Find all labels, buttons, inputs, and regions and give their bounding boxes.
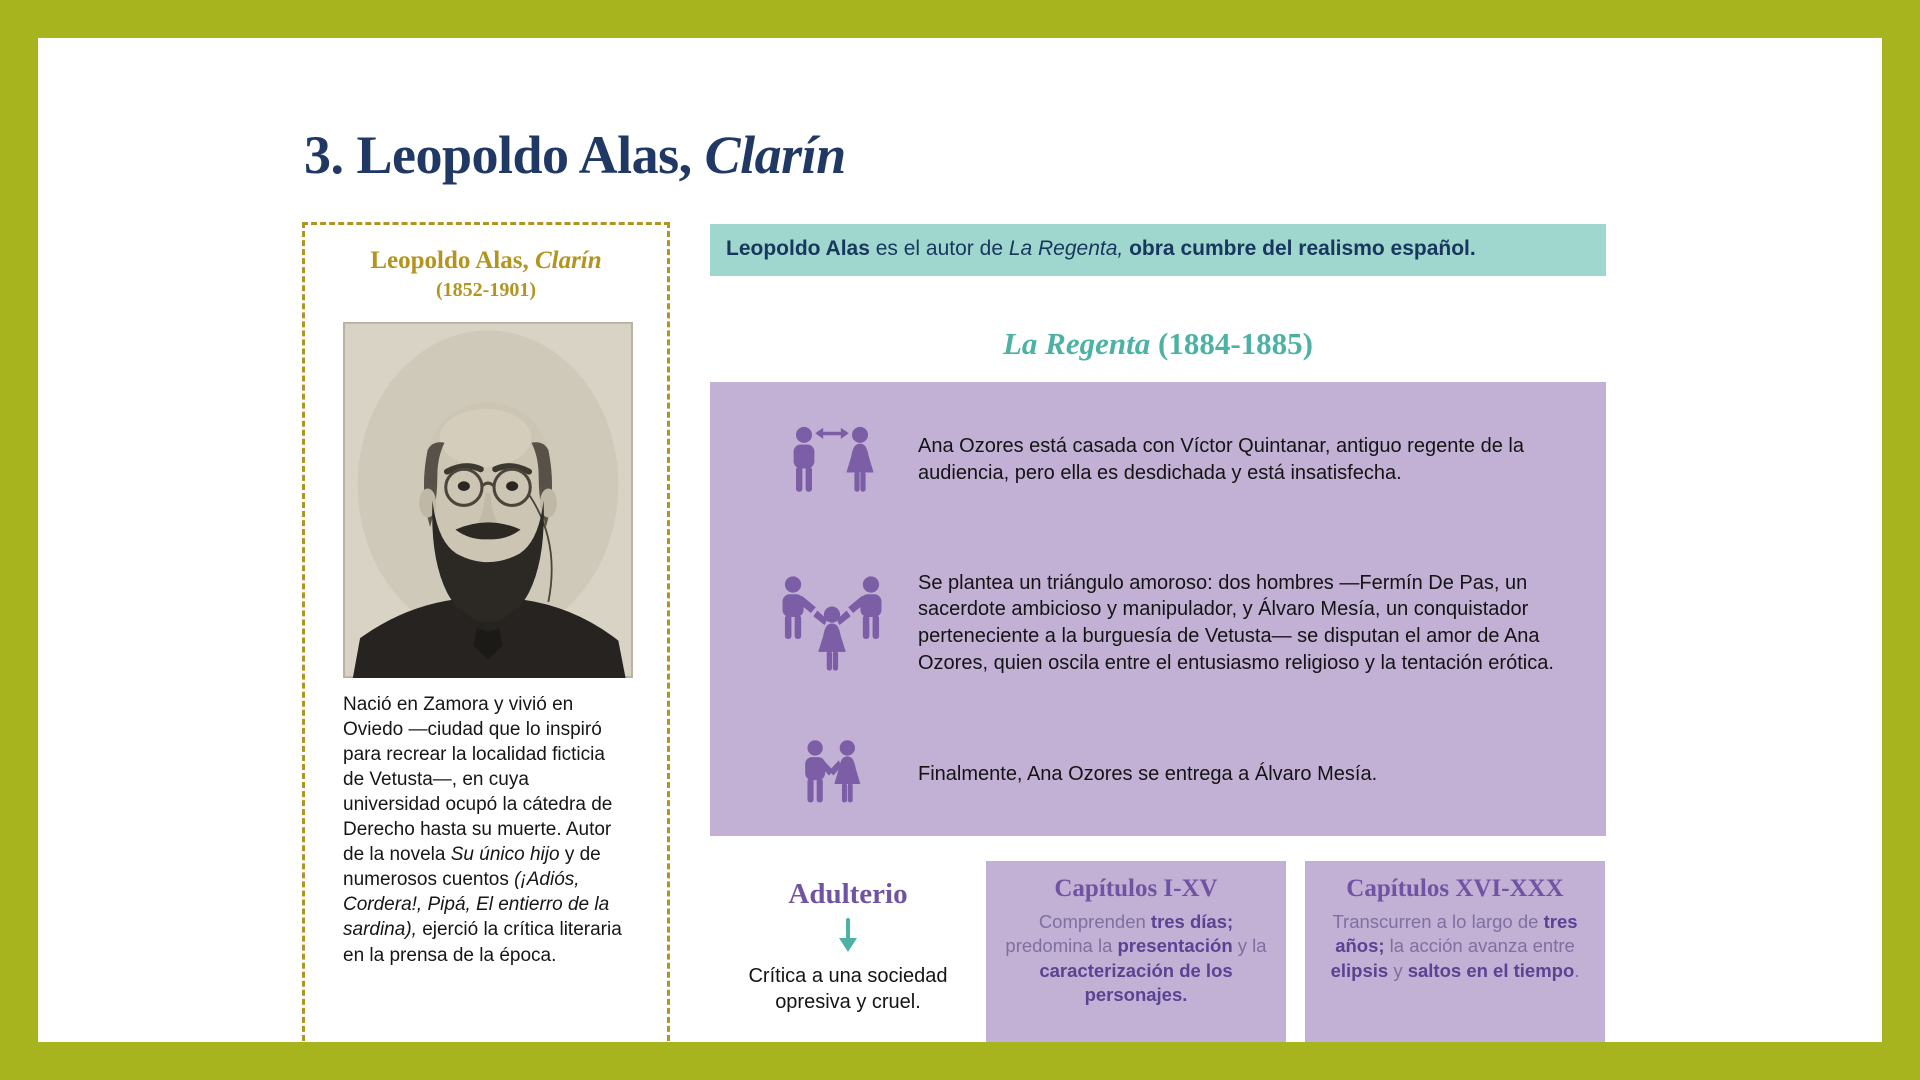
ch1-text-2: predomina la — [1005, 935, 1118, 957]
synopsis-row-2 — [746, 532, 1582, 714]
love-triangle-icon — [746, 574, 918, 673]
banner-text-1: es el autor de — [869, 237, 1009, 260]
chapter-card-2 — [1305, 861, 1605, 1042]
ch1-text-1: Comprenden — [1038, 911, 1151, 932]
novel-title-years: (1884-1885) — [1150, 326, 1313, 361]
down-arrow-icon — [837, 916, 859, 954]
novel-title-heading — [710, 326, 1606, 362]
synopsis-text-3: Finalmente, Ana Ozores se entrega a Álvaro Mesía. — [918, 762, 1378, 785]
page-title-main: 3. Leopoldo Alas, — [304, 125, 705, 185]
ch1-bold-2: presentación — [1117, 935, 1233, 957]
bio-text-1: Nació en Zamora y vivió en Oviedo —ciudad que lo inspiró para recrear la localidad ficticia de Vetusta—, en cuya universidad ocupó la cátedra de Derecho hasta su muerte. Autor de la novela — [343, 693, 613, 866]
ch2-bold-2: elipsis — [1330, 959, 1389, 981]
clarin-portrait-image — [343, 322, 633, 678]
intro-banner — [710, 224, 1606, 276]
ch2-text-3: y — [1388, 959, 1408, 981]
ch1-bold-3: caracterización de los personajes. — [1039, 959, 1233, 1006]
author-name-italic: Clarín — [534, 247, 602, 274]
theme-block — [710, 878, 986, 1015]
ch1-text-3: y la — [1232, 935, 1267, 957]
ch2-bold-3: saltos en el tiempo — [1407, 959, 1575, 981]
author-years: (1852-1901) — [436, 278, 536, 301]
bio-italic-2: (¡Adiós, Cordera!, Pipá, El entierro de la sardina), — [343, 869, 610, 941]
ch2-text-1: Transcurren a lo largo de — [1332, 911, 1544, 932]
synopsis-text-1: Ana Ozores está casada con Víctor Quintanar, antiguo regente de la audiencia, pero ella es desdichada y está insatisfecha. — [918, 435, 1524, 484]
couple-apart-arrow-icon — [746, 422, 918, 499]
synopsis-panel — [710, 382, 1606, 836]
theme-label: Adulterio — [788, 878, 908, 910]
ch2-bold-1: tres años; — [1335, 911, 1578, 957]
banner-bold-2: obra cumbre del realismo español. — [1123, 237, 1476, 260]
bio-text-2: y de numerosos cuentos — [343, 844, 601, 891]
ch1-bold-1: tres días; — [1150, 911, 1234, 932]
synopsis-row-1 — [746, 402, 1582, 518]
synopsis-text-2: Se plantea un triángulo amoroso: dos hombres —Fermín De Pas, un sacerdote ambicioso y manipulador, y Álvaro Mesía, un conquistador perteneciente a la burguesía de Vetusta— se disputan el amor de Ana Ozores, quien oscila entre el entusiasmo religioso y la tentación erótica. — [918, 571, 1554, 674]
synopsis-row-3 — [746, 728, 1582, 820]
bio-text-3: ejerció la crítica literaria en la prensa de la época. — [343, 919, 622, 966]
page-title — [304, 124, 846, 186]
author-card — [302, 222, 670, 1042]
chapter-card-1 — [986, 861, 1286, 1042]
page-title-italic: Clarín — [704, 125, 846, 185]
chapter-card-1-title: Capítulos I-XV — [1054, 875, 1218, 902]
ch2-text-2: la acción avanza entre — [1384, 935, 1575, 957]
author-bio — [343, 692, 629, 968]
theme-caption: Crítica a una sociedad opresiva y cruel. — [748, 965, 948, 1013]
banner-italic-1: La Regenta, — [1008, 237, 1124, 260]
ch2-text-4: . — [1574, 959, 1580, 981]
author-name — [343, 247, 629, 276]
clarin-portrait-drawing — [343, 322, 633, 678]
couple-holding-hands-icon — [746, 737, 918, 811]
chapter-card-2-title: Capítulos XVI-XXX — [1346, 875, 1564, 902]
chapter-card-2-body — [1320, 910, 1590, 983]
author-name-main: Leopoldo Alas, — [370, 247, 535, 274]
chapter-card-1-body — [1001, 910, 1271, 1008]
bio-italic-1: Su único hijo — [450, 844, 560, 866]
novel-title-italic: La Regenta — [1003, 326, 1151, 361]
banner-bold-1: Leopoldo Alas — [726, 237, 870, 260]
slide-content-area — [38, 38, 1882, 1042]
